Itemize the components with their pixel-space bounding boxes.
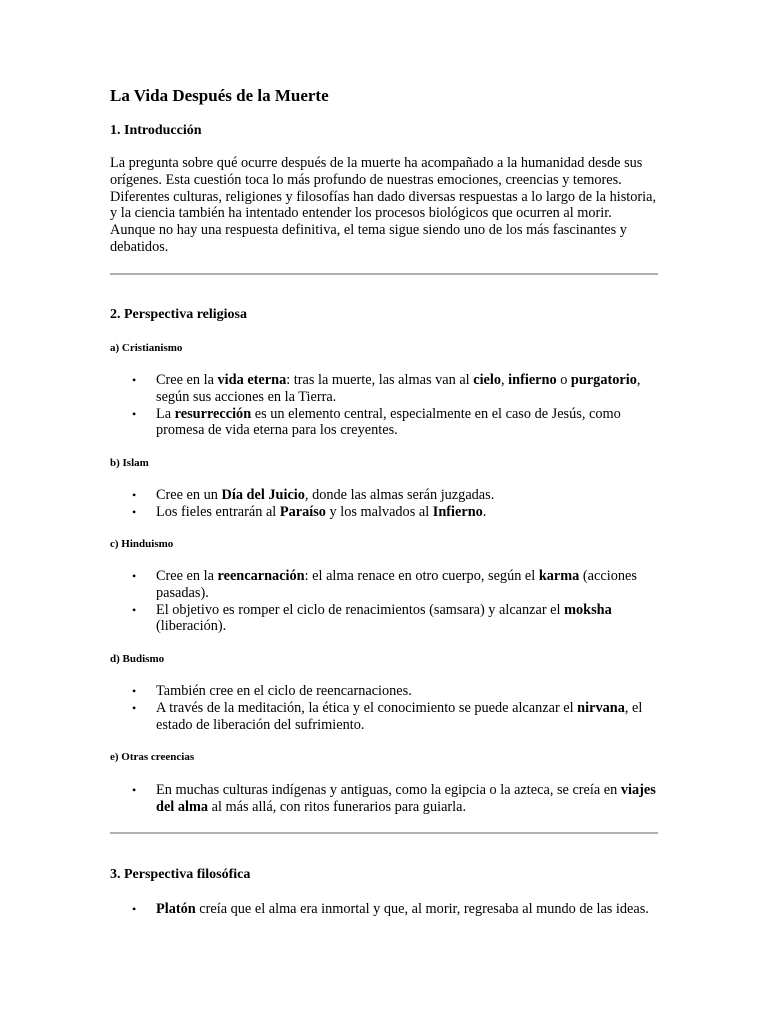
text: o (556, 372, 571, 388)
bullet-icon: • (132, 504, 137, 519)
bold-term: reencarnación (217, 568, 305, 584)
subheading-hinduismo: c) Hinduismo (110, 538, 174, 550)
bullet-icon: • (132, 488, 137, 502)
text: En muchas culturas indígenas y antiguas, como la egipcia o la azteca, se creía en (156, 782, 621, 798)
text: . (482, 503, 487, 520)
text: El objetivo es romper el ciclo de renacimientos (samsara) y alcanzar el (156, 601, 565, 618)
bullet-icon: • (132, 602, 137, 617)
list-item (110, 700, 658, 734)
bullet-icon: • (132, 406, 137, 421)
text: Cree en un (156, 487, 222, 503)
list-otras-creencias (110, 782, 658, 816)
text: (acciones pasadas). (156, 568, 637, 601)
text: La (156, 405, 175, 422)
list-item (110, 372, 658, 406)
list-item (110, 568, 658, 602)
bold-term: Platón (156, 901, 196, 917)
list-item (110, 602, 658, 636)
text: al más allá, con ritos funerarios para guiarla. (208, 798, 467, 815)
text: : tras la muerte, las almas van al (286, 372, 474, 388)
text: : el alma renace en otro cuerpo, según el (304, 568, 539, 584)
bold-term: cielo (473, 372, 502, 388)
subheading-cristianismo: a) Cristianismo (110, 342, 183, 354)
section-heading-filosofica: 3. Perspectiva filosófica (110, 867, 251, 882)
section-heading-religiosa: 2. Perspectiva religiosa (110, 307, 247, 322)
text: Cree en la (156, 568, 218, 584)
text: y los malvados al (325, 503, 433, 520)
bold-term: Día del Juicio (221, 487, 305, 503)
text: También cree en el ciclo de reencarnaciones. (156, 683, 412, 699)
bold-term: vida eterna (217, 372, 287, 388)
section-divider (110, 832, 658, 834)
list-item (110, 504, 658, 521)
text: (liberación). (156, 618, 227, 635)
text: Los fieles entrarán al (156, 503, 280, 520)
list-islam (110, 487, 658, 521)
subheading-islam: b) Islam (110, 457, 149, 469)
bold-term: karma (538, 568, 580, 584)
bullet-icon: • (132, 700, 137, 715)
bold-term: Paraíso (279, 503, 326, 520)
bold-term: infierno (508, 372, 557, 388)
bullet-icon: • (132, 569, 137, 583)
bold-term: resurrección (174, 405, 252, 422)
subheading-budismo: d) Budismo (110, 653, 165, 665)
text: creía que el alma era inmortal y que, al morir, regresaba al mundo de las ideas. (195, 901, 649, 917)
list-item (110, 406, 658, 440)
text: A través de la meditación, la ética y el conocimiento se puede alcanzar el (156, 699, 578, 716)
text: , según sus acciones en la Tierra. (156, 372, 641, 405)
list-item (110, 683, 658, 700)
list-cristianismo (110, 372, 658, 439)
subheading-otras-creencias: e) Otras creencias (110, 751, 195, 763)
bold-term: viajes del alma (156, 782, 656, 815)
text: , donde las almas serán juzgadas. (304, 487, 495, 503)
bold-term: purgatorio (570, 372, 637, 388)
intro-paragraph: La pregunta sobre qué ocurre después de la muerte ha acompañado a la humanidad desde sus orígenes. Esta cuestión toca lo más profundo de nuestras emociones, creencias y temores. Diferentes culturas, religiones y filosofías han dado diversas respuestas a lo largo de la historia, y la ciencia también ha intentado entender los procesos biológicos que ocurren al morir. Aunque no hay una respuesta definitiva, el tema sigue siendo uno de los más fascinantes y debatidos. (110, 155, 657, 255)
list-hinduismo (110, 568, 658, 635)
text: , el estado de liberación del sufrimiento. (156, 699, 643, 733)
bold-term: nirvana (577, 699, 625, 716)
list-item (110, 901, 658, 918)
text: Cree en la (156, 372, 218, 388)
section-heading-introduccion: 1. Introducción (110, 123, 202, 138)
bullet-icon: • (132, 902, 137, 916)
document-title: La Vida Después de la Muerte (110, 86, 329, 105)
list-item (110, 487, 658, 504)
bullet-icon: • (132, 684, 137, 698)
text: , (501, 372, 509, 388)
bold-term: moksha (564, 601, 612, 618)
bullet-icon: • (132, 373, 137, 387)
bold-term: Infierno (432, 503, 483, 520)
bullet-icon: • (132, 783, 137, 797)
text: es un elemento central, especialmente en el caso de Jesús, como promesa de vida eterna para los creyentes. (156, 405, 621, 439)
list-budismo (110, 683, 658, 733)
list-item (110, 782, 658, 816)
list-filosofica (110, 901, 658, 918)
section-divider (110, 273, 658, 275)
